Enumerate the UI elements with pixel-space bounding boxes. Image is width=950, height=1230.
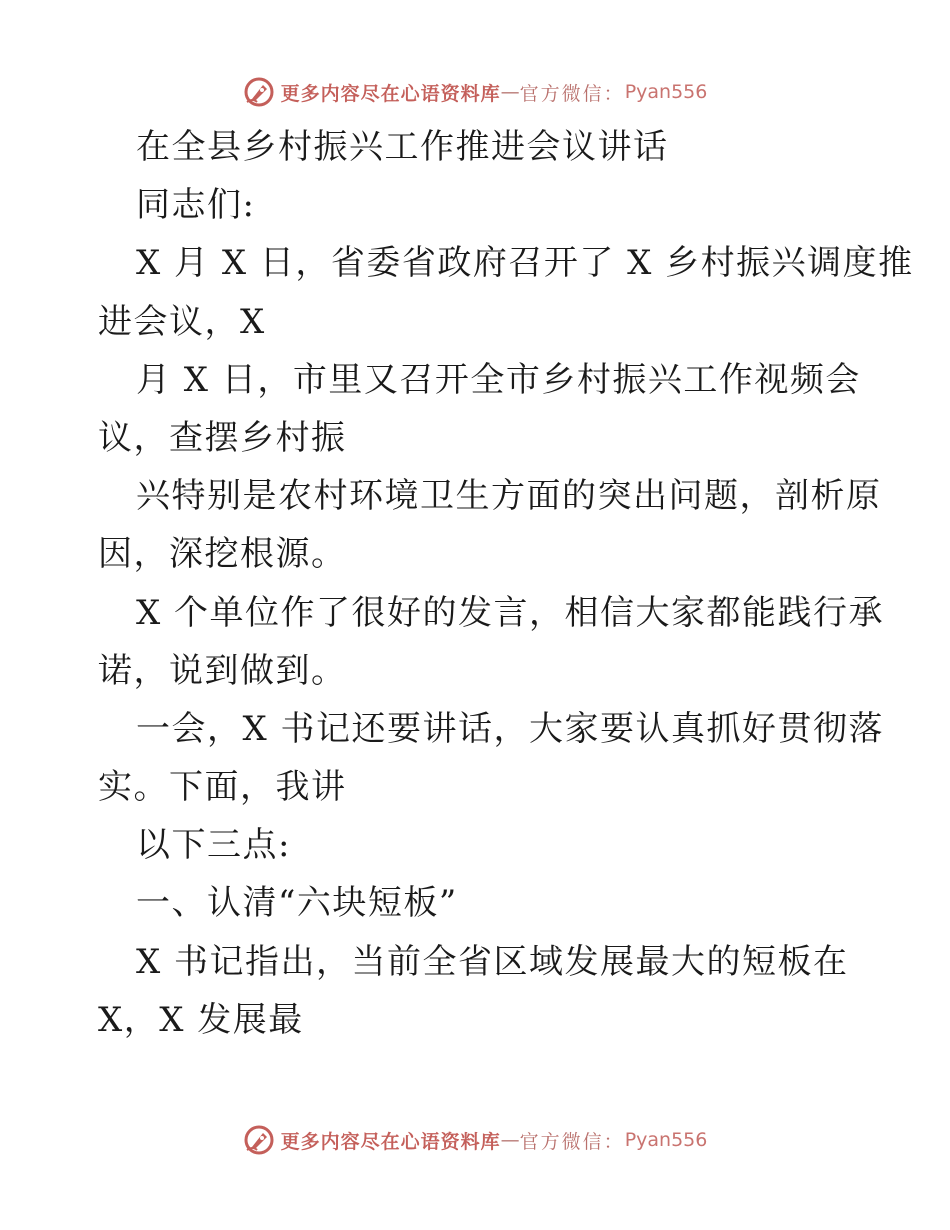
watermark-brand: 更多内容尽在心语资料库 [280, 82, 501, 105]
document-line: X 月 X 日，省委省政府召开了 X 乡村振兴调度推 [136, 243, 914, 284]
document-line: 因，深挖根源。 [98, 534, 347, 575]
watermark-brand: 更多内容尽在心语资料库 [280, 1130, 501, 1153]
watermark-separator: — [500, 81, 520, 103]
document-line: 实。下面，我讲 [98, 767, 347, 808]
document-body [98, 118, 914, 1049]
document-line: 诺，说到做到。 [98, 650, 347, 691]
document-line: 在全县乡村振兴工作推进会议讲话 [136, 127, 669, 167]
document-line: 兴特别是农村环境卫生方面的突出问题，剖析原 [136, 476, 882, 517]
pen-nib-circle-icon [243, 76, 275, 108]
document-line: 月 X 日，市里又召开全市乡村振兴工作视频会 [136, 359, 861, 400]
watermark-label: 官方微信： [519, 1130, 625, 1153]
footer-watermark [0, 1120, 950, 1160]
document-line: X 个单位作了很好的发言，相信大家都能践行承 [136, 592, 885, 633]
watermark-wechat-id: Pyan556 [624, 81, 708, 103]
document-line: 议，查摆乡村振 [98, 417, 347, 458]
document-line: 一会，X 书记还要讲话，大家要认真抓好贯彻落 [136, 708, 885, 749]
watermark-wechat-id: Pyan556 [624, 1129, 708, 1151]
watermark-label: 官方微信： [519, 82, 625, 105]
document-line: 一、认清“六块短板” [136, 883, 458, 924]
document-line: 进会议，X [98, 301, 266, 342]
pen-nib-circle-icon [243, 1124, 275, 1156]
header-watermark [0, 72, 950, 112]
document-line: X，X 发展最 [98, 999, 304, 1040]
document-line: 以下三点: [136, 825, 291, 866]
document-line: 同志们: [136, 185, 256, 226]
document-line: X 书记指出，当前全省区域发展最大的短板在 [136, 941, 849, 982]
watermark-separator: — [500, 1129, 520, 1151]
